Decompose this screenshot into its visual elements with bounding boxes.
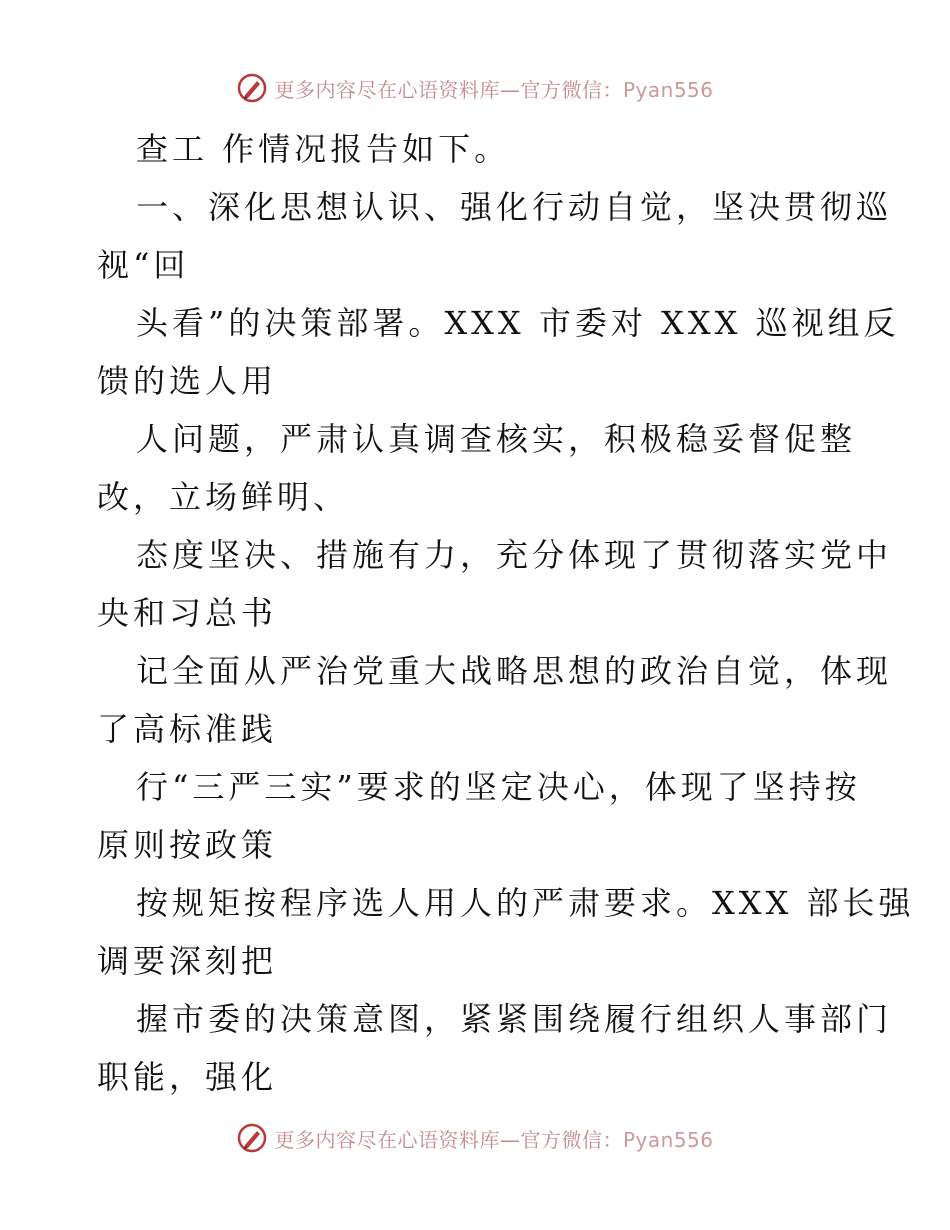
text-line: 视“回 (97, 246, 190, 284)
text-line: 握市委的决策意图，紧紧围绕履行组织人事部门 (136, 1000, 893, 1038)
text-line: 记全面从严治党重大战略思想的政治自觉，体现 (136, 652, 893, 690)
text-line: 查工 作情况报告如下。 (136, 130, 511, 168)
text-line: 了高标准践 (97, 710, 278, 748)
watermark-account: Pyan556 (622, 1127, 714, 1152)
watermark-caption: 更多内容尽在心语资料库—官方微信： (274, 77, 623, 102)
text-line: 职能，强化 (97, 1058, 278, 1096)
pen-logo-icon (236, 1122, 268, 1154)
watermark-account: Pyan556 (622, 77, 714, 102)
text-line: 一、深化思想认识、强化行动自觉，坚决贯彻巡 (136, 188, 893, 226)
text-line: 按规矩按程序选人用人的严肃要求。XXX 部长强 (136, 884, 915, 922)
text-line: 馈的选人用 (97, 362, 278, 400)
text-line: 调要深刻把 (97, 942, 278, 980)
text-line: 行“三严三实”要求的坚定决心，体现了坚持按 (136, 768, 861, 806)
header-watermark (0, 72, 950, 104)
watermark-text (274, 1124, 713, 1153)
text-line: 头看”的决策部署。XXX 市委对 XXX 巡视组反 (136, 304, 900, 342)
watermark-text (274, 74, 713, 103)
text-line: 改，立场鲜明、 (97, 478, 350, 516)
text-line: 态度坚决、措施有力，充分体现了贯彻落实党中 (136, 536, 893, 574)
text-line: 央和习总书 (97, 594, 278, 632)
text-line: 原则按政策 (97, 826, 278, 864)
footer-watermark (0, 1122, 950, 1154)
watermark-caption: 更多内容尽在心语资料库—官方微信： (274, 1127, 623, 1152)
pen-logo-icon (236, 72, 268, 104)
text-line: 人问题，严肃认真调查核实，积极稳妥督促整 (136, 420, 857, 458)
document-body (97, 120, 915, 1106)
